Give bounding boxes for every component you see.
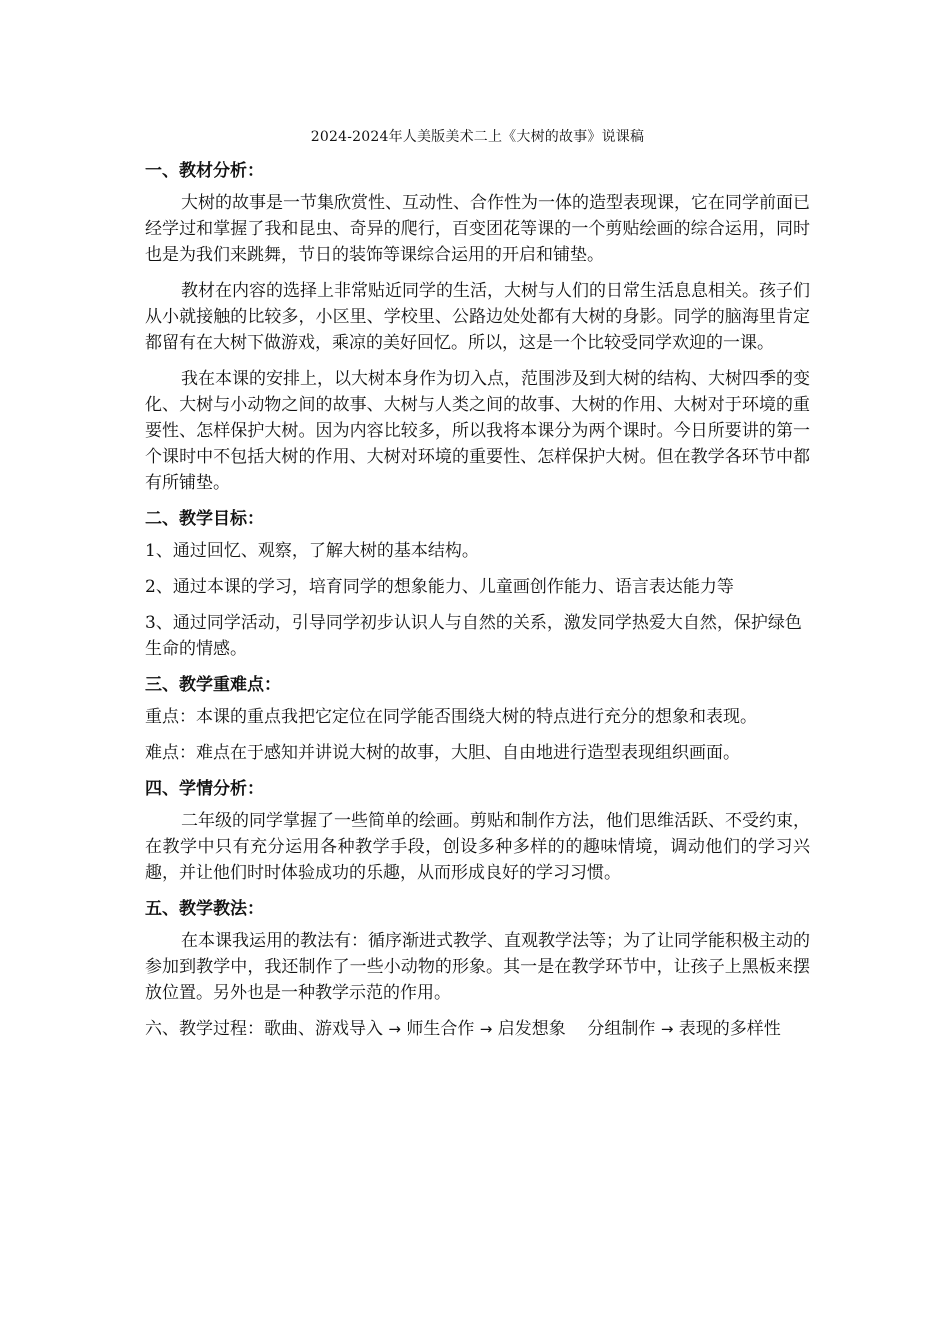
- document-title: 2024-2024年人美版美术二上《大树的故事》说课稿: [310, 129, 645, 145]
- goal-item: 3、通过同学活动，引导同学初步认识人与自然的关系，激发同学热爱大自然，保护绿色生命的情感。: [145, 613, 802, 659]
- goal-item: 1、通过回忆、观察，了解大树的基本结构。: [145, 541, 479, 561]
- section-heading-teaching-methods: 五、教学教法：: [145, 899, 264, 919]
- process-step: 表现的多样性: [678, 1019, 781, 1039]
- difficult-point: 难点：难点在于感知并讲说大树的故事，大胆、自由地进行造型表现组织画面。: [145, 743, 740, 763]
- section-heading-teaching-goals: 二、教学目标：: [145, 509, 264, 529]
- key-point: 重点：本课的重点我把它定位在同学能否围绕大树的特点进行充分的想象和表现。: [145, 707, 757, 727]
- process-step: 启发想象: [497, 1019, 566, 1039]
- paragraph: 二年级的同学掌握了一些简单的绘画。剪贴和制作方法，他们思维活跃、不受约束，在教学中只有充分运用各种教学手段，创设多种多样的的趣味情境，调动他们的学习兴趣，并让他们时时体验成功的乐趣，从而形成良好的学习习惯。: [145, 811, 810, 883]
- goal-item: 2、通过本课的学习，培育同学的想象能力、儿童画创作能力、语言表达能力等: [145, 577, 734, 597]
- teaching-process: [145, 1016, 810, 1042]
- section-heading-textbook-analysis: 一、教材分析：: [145, 161, 264, 181]
- process-step: 分组制作: [587, 1019, 656, 1039]
- paragraph: 教材在内容的选择上非常贴近同学的生活，大树与人们的日常生活息息相关。孩子们从小就接触的比较多，小区里、学校里、公路边处处都有大树的身影。同学的脑海里肯定都留有在大树下做游戏，乘凉的美好回忆。所以，这是一个比较受同学欢迎的一课。: [145, 281, 810, 353]
- section-heading-learner-analysis: 四、学情分析：: [145, 779, 264, 799]
- process-step: 歌曲、游戏导入: [264, 1019, 383, 1039]
- teaching-process-label: 六、教学过程：: [145, 1019, 264, 1039]
- arrow-right-icon: →: [660, 1020, 674, 1038]
- section-heading-key-difficult-points: 三、教学重难点：: [145, 675, 281, 695]
- process-step: 师生合作: [406, 1019, 475, 1039]
- arrow-right-icon: →: [388, 1020, 401, 1038]
- paragraph: 在本课我运用的教法有：循序渐进式教学、直观教学法等；为了让同学能积极主动的参加到教学中，我还制作了一些小动物的形象。其一是在教学环节中，让孩子上黑板来摆放位置。另外也是一种教学示范的作用。: [145, 931, 810, 1003]
- arrow-right-icon: →: [479, 1020, 493, 1038]
- paragraph: 我在本课的安排上，以大树本身作为切入点，范围涉及到大树的结构、大树四季的变化、大树与小动物之间的故事、大树与人类之间的故事、大树的作用、大树对于环境的重要性、怎样保护大树。因为内容比较多，所以我将本课分为两个课时。今日所要讲的第一个课时中不包括大树的作用、大树对环境的重要性、怎样保护大树。但在教学各环节中都有所铺垫。: [145, 369, 810, 493]
- paragraph: 大树的故事是一节集欣赏性、互动性、合作性为一体的造型表现课，它在同学前面已经学过和掌握了我和昆虫、奇异的爬行，百变团花等课的一个剪贴绘画的综合运用，同时也是为我们来跳舞，节日的装饰等课综合运用的开启和铺垫。: [145, 193, 810, 265]
